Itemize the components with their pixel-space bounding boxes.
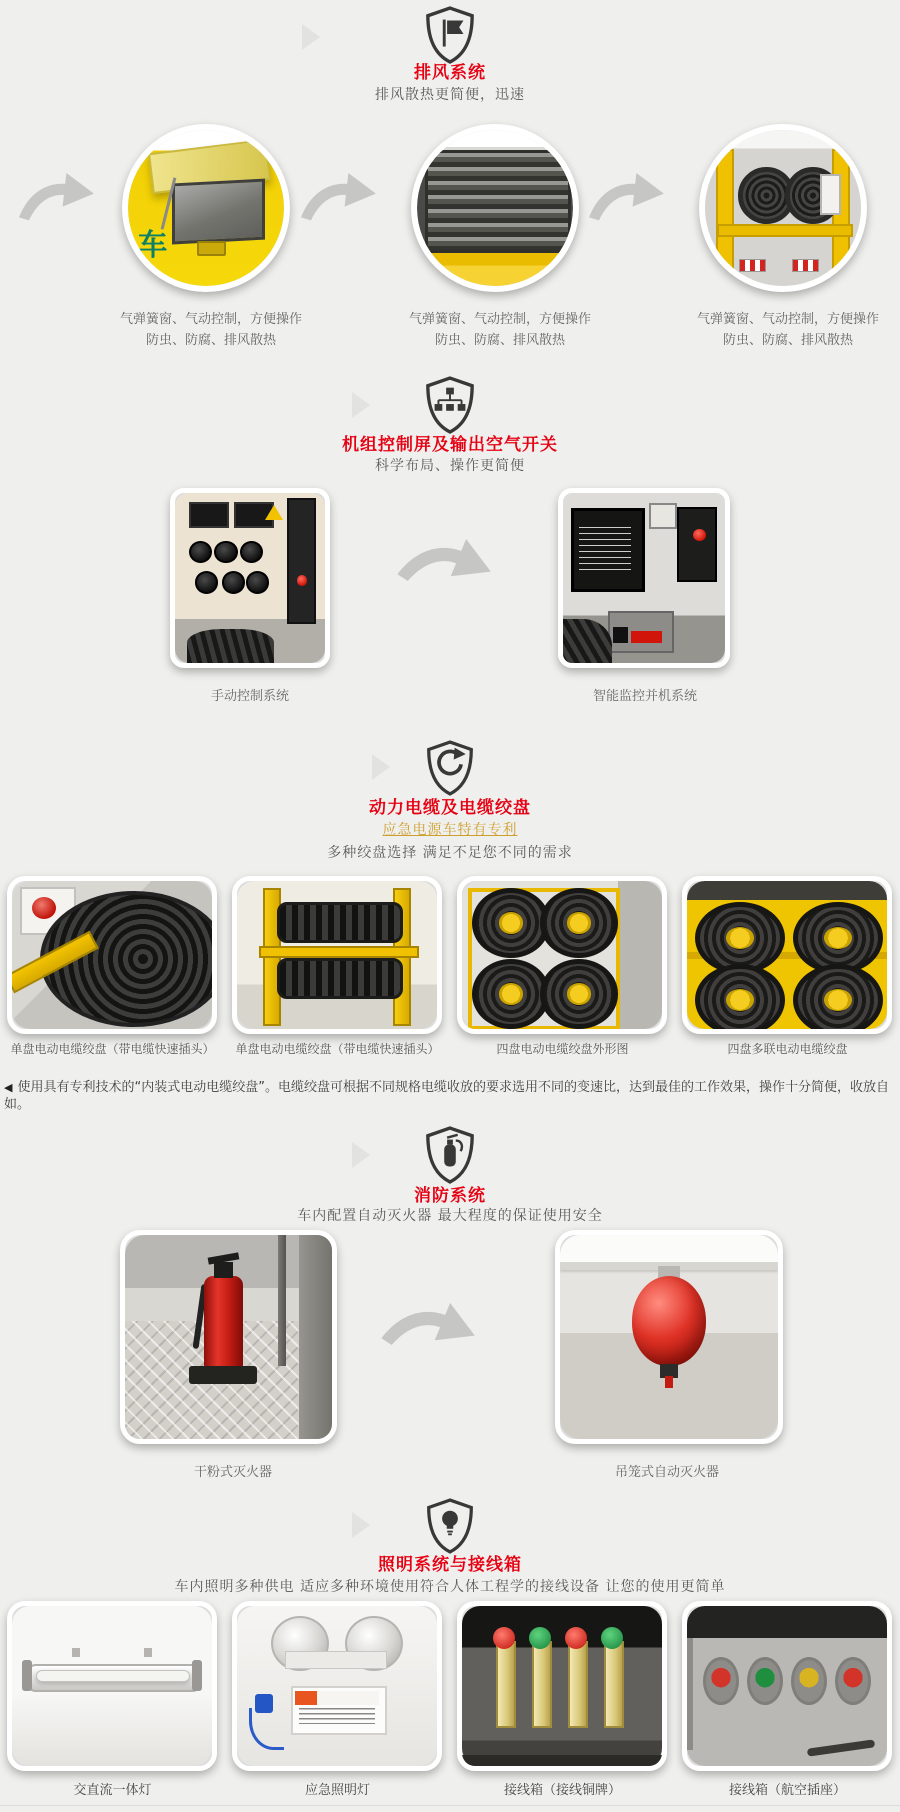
patent-note [4, 1079, 897, 1113]
copper-busbar [532, 1641, 552, 1728]
gauge [246, 571, 270, 594]
photo-reel-single-1 [7, 876, 217, 1034]
photo-caption [360, 309, 640, 351]
photo-vent-window [122, 124, 290, 292]
gauge [214, 541, 238, 564]
photo-junction-box-sockets [682, 1601, 892, 1771]
photo-caption [71, 309, 351, 351]
photo-caption: 接线箱（接线铜牌） [503, 1783, 621, 1798]
caption-line: 气弹簧窗、气动控制，方便操作 [696, 312, 879, 327]
refresh-shield-icon [425, 740, 475, 796]
lamp-body [285, 1651, 387, 1669]
photo-caption: 四盘电动电缆绞盘外形图 [496, 1042, 629, 1056]
photo-caption: 应急照明灯 [304, 1783, 370, 1798]
photo-caption: 智能监控并机系统 [592, 689, 697, 704]
photo-emergency-light [232, 1601, 442, 1771]
cable-reel [540, 959, 618, 1028]
fixture-endcap [192, 1660, 202, 1690]
copper-busbar [496, 1641, 516, 1728]
photo-junction-box-busbar [457, 1601, 667, 1771]
photo-reel-quad [457, 876, 667, 1034]
photo-caption: 手动控制系统 [210, 689, 289, 704]
photo-reel-multi [682, 876, 892, 1034]
cable-reel [695, 964, 785, 1034]
play-triangle-icon [372, 754, 390, 780]
blue-wire [249, 1708, 284, 1749]
play-triangle-icon [302, 24, 320, 50]
extinguisher-nozzle [665, 1376, 674, 1388]
curved-arrow-icon [389, 516, 506, 617]
fixture-endcap [22, 1660, 32, 1690]
play-triangle-icon [352, 1512, 370, 1538]
section-title-cable: 动力电缆及电缆绞盘 [369, 798, 531, 818]
photo-reel-cabinet [699, 124, 867, 292]
section-title-ventilation: 排风系统 [414, 63, 486, 83]
cabinet-door [299, 1235, 332, 1439]
photo-vent-louver [411, 124, 579, 292]
gauge [240, 541, 264, 564]
cable-reel [793, 964, 883, 1034]
extinguisher-body [204, 1276, 243, 1370]
mount-stud [144, 1648, 152, 1658]
extinguisher-shield-icon [424, 1126, 476, 1184]
photo-hanging-extinguisher [555, 1230, 783, 1444]
section-subtitle-fire: 车内配置自动灭火器 最大程度的保证使用安全 [297, 1208, 603, 1224]
cable-header [0, 740, 900, 800]
breaker-switch [613, 627, 628, 642]
photo-caption: 交直流一体灯 [73, 1783, 152, 1798]
photo-caption: 吊笼式自动灭火器 [614, 1465, 719, 1480]
cable-reel [472, 959, 550, 1028]
section-title-fire: 消防系统 [414, 1186, 486, 1206]
caption-line: 防虫、防腐、排风散热 [434, 333, 565, 348]
wall-pole [278, 1235, 286, 1366]
photo-caption: 单盘电动电缆绞盘（带电缆快速插头） [235, 1042, 440, 1056]
label-text-lines [299, 1708, 375, 1724]
bulb-shield-icon [425, 1498, 475, 1554]
section-subtitle-cable: 多种绞盘选择 满足不足您不同的需求 [327, 845, 573, 861]
patent-link[interactable]: 应急电源车特有专利 [382, 822, 518, 838]
photo-caption: 干粉式灭火器 [193, 1465, 272, 1480]
warning-triangle-icon [265, 505, 283, 520]
hierarchy-shield-icon [424, 376, 476, 434]
section-title-lighting: 照明系统与接线箱 [378, 1555, 522, 1575]
panel-meter [189, 502, 229, 528]
meter-box [649, 503, 677, 529]
photo-caption [648, 309, 900, 351]
extinguisher-ball [632, 1276, 706, 1366]
cable [807, 1739, 875, 1756]
section-subtitle-control: 科学布局、操作更简便 [375, 458, 525, 474]
plaque-text-lines [579, 522, 631, 573]
louver-slats [425, 150, 571, 253]
cable-coil [277, 902, 403, 944]
hazard-stripe [792, 259, 819, 272]
photo-caption: 单盘电动电缆绞盘（带电缆快速插头） [10, 1042, 215, 1056]
gauge [189, 541, 213, 564]
curved-arrow-icon [16, 166, 100, 232]
light-tube [36, 1670, 190, 1682]
photo-dry-powder-extinguisher [120, 1230, 337, 1444]
flag-shield-icon [424, 6, 476, 64]
vent-opening [172, 179, 265, 244]
control-header [0, 376, 900, 438]
photo-reel-single-2 [232, 876, 442, 1034]
curved-arrow-icon [298, 166, 382, 232]
control-box [820, 174, 841, 215]
box-sill [462, 1755, 662, 1766]
note-text: 使用具有专利技术的“内装式电动电缆绞盘”。电缆绞盘可根据不同规格电缆收放的要求选用不同的变速比，达到最佳的工作效果，操作十分简便，收放自如。 [4, 1080, 889, 1112]
photo-caption: 接线箱（航空插座） [728, 1783, 846, 1798]
photo-manual-control [170, 488, 330, 668]
aviation-socket [703, 1657, 739, 1705]
frame-beam [259, 946, 419, 957]
bottom-divider [0, 1805, 900, 1806]
patent-link-row [0, 819, 900, 839]
section-subtitle-ventilation: 排风散热更简便，迅速 [375, 87, 525, 103]
caption-line: 气弹簧窗、气动控制，方便操作 [119, 312, 302, 327]
cable-reel [472, 888, 550, 957]
play-triangle-icon [352, 1142, 370, 1168]
gauge [195, 571, 219, 594]
curved-arrow-icon [586, 166, 670, 232]
photo-acdc-light [7, 1601, 217, 1771]
cable-coil [277, 958, 403, 1000]
caption-line: 气弹簧窗、气动控制，方便操作 [408, 312, 591, 327]
gauge [222, 571, 246, 594]
frame-beam [717, 224, 852, 237]
fire-header [0, 1126, 900, 1188]
button-panel [677, 507, 717, 582]
photo-smart-monitor [558, 488, 730, 668]
curved-arrow-icon [373, 1280, 490, 1381]
lighting-header [0, 1498, 900, 1558]
cables [187, 629, 274, 663]
red-button [297, 575, 308, 586]
aviation-socket [747, 1657, 783, 1705]
cable-reel [540, 888, 618, 957]
aviation-socket [791, 1657, 827, 1705]
unit-label [295, 1691, 379, 1705]
caption-line: 防虫、防腐、排风散热 [722, 333, 853, 348]
terminal-knob [565, 1627, 587, 1649]
hazard-stripe [739, 259, 766, 272]
left-triangle-icon: ◀ [4, 1081, 13, 1094]
copper-busbar [604, 1641, 624, 1728]
frame-bar [716, 149, 734, 275]
side-panel [287, 498, 317, 624]
terminal-knob [493, 1627, 515, 1649]
photo-caption: 四盘多联电动电缆绞盘 [727, 1042, 848, 1056]
mount-stud [72, 1648, 80, 1658]
cables [563, 619, 612, 663]
aviation-socket [835, 1657, 871, 1705]
terminal-knob [529, 1627, 551, 1649]
door-hinge [687, 1638, 693, 1750]
flap-handle [197, 241, 226, 256]
breaker-strip [631, 631, 662, 643]
section-subtitle-lighting: 车内照明多种供电 适应多种环境使用符合人体工程学的接线设备 让您的使用更简单 [174, 1579, 726, 1595]
caption-line: 防虫、防腐、排风散热 [145, 333, 276, 348]
photo-text-truck: 车 [137, 228, 168, 264]
section-title-control: 机组控制屏及输出空气开关 [342, 435, 558, 455]
extinguisher-base [189, 1366, 257, 1384]
red-button [693, 529, 706, 541]
terminal-knob [601, 1627, 623, 1649]
copper-busbar [568, 1641, 588, 1728]
play-triangle-icon [352, 392, 370, 418]
extinguisher-valve [214, 1262, 233, 1278]
